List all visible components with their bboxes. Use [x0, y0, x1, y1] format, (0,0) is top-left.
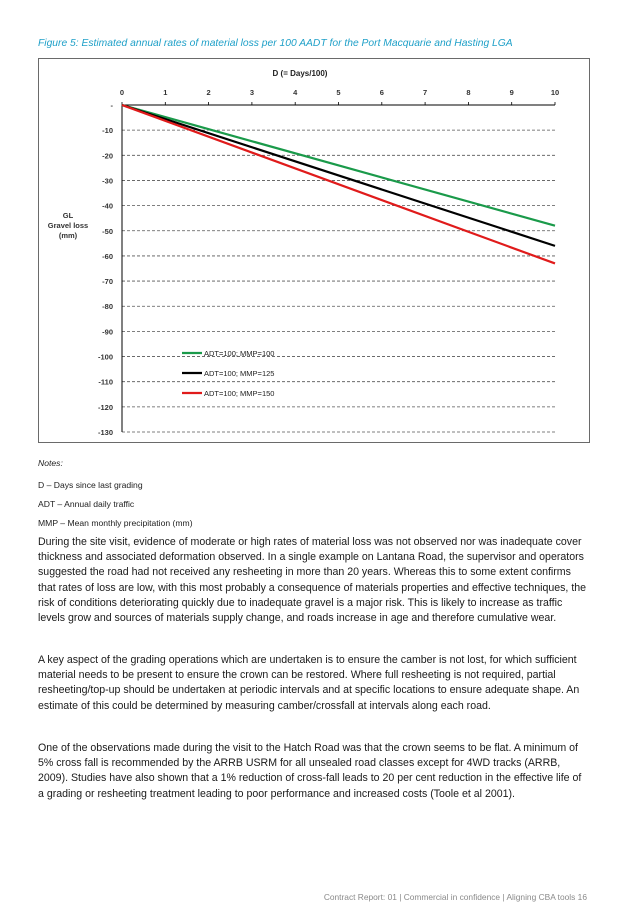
x-tick-labels	[120, 88, 559, 97]
x-tick-label: 6	[379, 88, 384, 97]
series-line	[122, 105, 555, 263]
legend	[182, 349, 274, 398]
series-line	[122, 105, 555, 226]
x-tick-label: 1	[163, 88, 168, 97]
note-item-adt: ADT – Annual daily traffic	[38, 499, 135, 509]
loss-chart	[39, 59, 591, 444]
y-tick-label: -10	[102, 126, 113, 136]
y-tick-label: -70	[102, 277, 113, 287]
data-series	[122, 105, 555, 263]
x-tick-label: 8	[466, 88, 471, 97]
y-axis-title-line: Gravel loss	[47, 221, 89, 230]
legend-label: ADT=100; MMP=125	[204, 369, 275, 378]
y-tick-label: -	[110, 101, 113, 110]
y-tick-label: -40	[102, 201, 113, 211]
x-tick-label: 3	[249, 88, 254, 97]
x-tick-label: 2	[206, 88, 211, 97]
y-axis-title-line: (mm)	[58, 231, 78, 240]
y-tick-label: -50	[102, 226, 113, 236]
x-axis-title: D (= Days/100)	[272, 69, 328, 78]
chart-frame	[38, 58, 590, 443]
y-tick-labels	[98, 101, 114, 437]
y-tick-label: -60	[102, 251, 113, 261]
body-paragraph: During the site visit, evidence of moderate or high rates of material loss was not observed nor was inadequate cover thickness and associated deformation observed. In a single example on Lantana Road, the supervisor and operators suggested the road had not received any resheeting in more than 20 years. Whereas this to some extent confirms that rates of loss are low, with this most probably a consequence of materials properties and effective techniques, the risk of conditions deteriorating quickly due to inadequate gravel is a major risk. This is likely to increase as traffic levels grow and sources of materials supply change, and roads increase in age and therefore cumulative wear.	[38, 536, 587, 625]
y-tick-label: -90	[102, 327, 113, 337]
x-tick-label: 7	[423, 88, 428, 97]
x-tick-label: 9	[509, 88, 514, 97]
series-line	[122, 105, 555, 246]
y-tick-label: -100	[97, 352, 113, 362]
y-tick-label: -80	[102, 302, 113, 312]
y-axis-title	[48, 211, 88, 240]
note-item-mmp: MMP – Mean monthly precipitation (mm)	[38, 518, 193, 528]
page-footer: Contract Report: 01 | Commercial in confidence | Aligning CBA tools 16	[323, 892, 587, 902]
y-tick-label: -30	[102, 176, 113, 186]
body-paragraph: A key aspect of the grading operations which are undertaken is to ensure the camber is not lost, for which sufficient material needs to be present to ensure the crown can be restored. Where full resheeting is not required, partial resheeting/top-up should be undertaken at periodic intervals and at specific locations to ensure adequate shape. An estimate of this could be determined by measuring camber/crossfall at intervals along each road.	[38, 654, 580, 712]
figure-caption: Figure 5: Estimated annual rates of material loss per 100 AADT for the Port Macquarie and Hasting LGA	[38, 38, 513, 49]
x-tick-label: 4	[293, 88, 298, 97]
legend-label: ADT=100; MMP=100	[204, 349, 275, 358]
y-tick-label: -110	[98, 377, 113, 387]
y-tick-label: -120	[97, 402, 113, 412]
x-tick-label: 0	[119, 88, 125, 97]
y-tick-label: -130	[97, 428, 113, 437]
legend-label: ADT=100; MMP=150	[204, 389, 275, 398]
y-tick-label: -20	[102, 151, 113, 161]
body-paragraph: One of the observations made during the visit to the Hatch Road was that the crown seems to be flat. A minimum of 5% cross fall is recommended by the ARRB USRM for all unsealed road classes except for 4WD tracks (ARRB, 2009). Studies have also shown that a 1% reduction of cross-fall leads to 20 per cent reduction in the effective life of a grading or resheeting treatment leading to poor performance and increased costs (Toole et al 2001).	[38, 742, 582, 800]
axes	[122, 102, 555, 432]
y-axis-title-line: GL	[62, 211, 74, 220]
notes-heading: Notes:	[38, 458, 63, 468]
note-item-days: D – Days since last grading	[38, 480, 143, 490]
x-tick-label: 10	[550, 88, 560, 97]
x-tick-label: 5	[336, 88, 341, 97]
